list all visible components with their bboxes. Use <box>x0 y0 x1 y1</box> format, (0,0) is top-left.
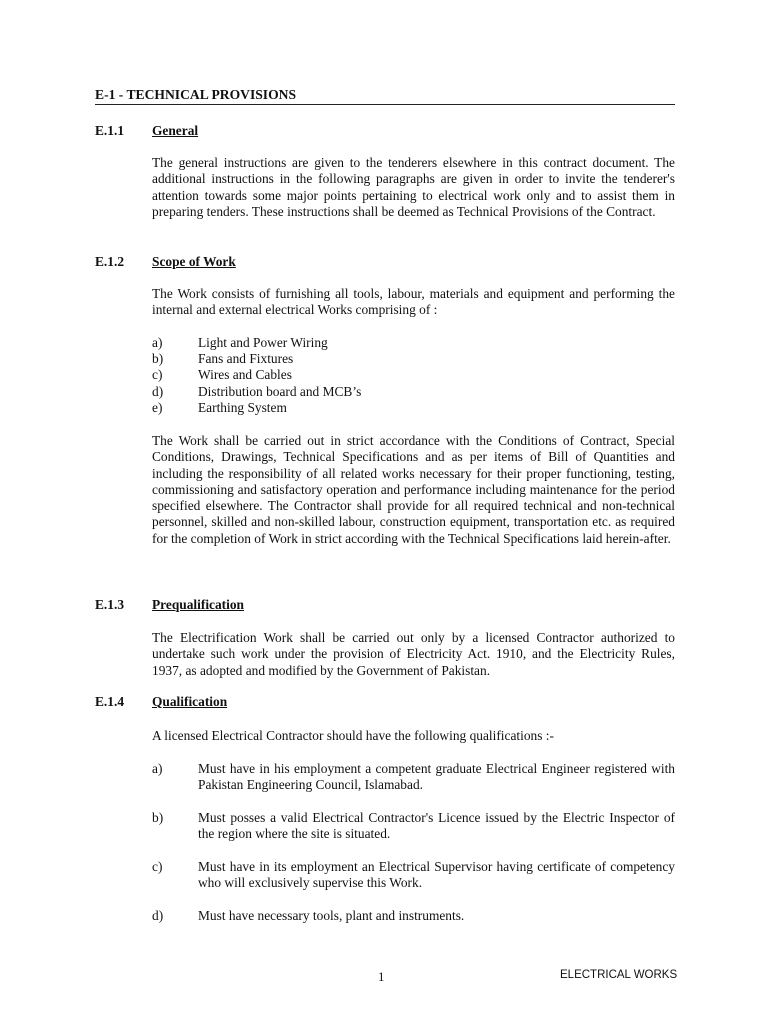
page-number: 1 <box>378 969 385 984</box>
paragraph: A licensed Electrical Contractor should have the following qualifications :- <box>152 728 554 743</box>
section-number: E.1.2 <box>95 254 125 269</box>
list-marker: c) <box>152 859 163 874</box>
section-heading: General <box>152 123 199 138</box>
list-item-text: Fans and Fixtures <box>198 351 294 366</box>
list-item-text: Distribution board and MCB’s <box>198 384 362 399</box>
list-item-text: Must have in its employment an Electrical Supervisor having certificate of competency who will exclusively supervise this Work. <box>198 859 675 891</box>
section-number: E.1.4 <box>95 694 125 709</box>
document-title: E-1 - TECHNICAL PROVISIONS <box>95 87 675 105</box>
list-item-text: Earthing System <box>198 400 287 415</box>
paragraph: The Work shall be carried out in strict accordance with the Conditions of Contract, Special Conditions, Drawings, Technical Specifications and as per items of Bill of Quantities and including the responsibility of all related works necessary for their proper functioning, testing, commissioning and satisfactory operation and performance including maintenance for the period specified elsewhere. The Contractor shall provide for all required technical and non-technical personnel, skilled and non-skilled labour, construction equipment, transportation etc. as required for the completion of Work in strict according with the Technical Specifications laid herein-after. <box>152 433 675 546</box>
section-number: E.1.3 <box>95 597 125 612</box>
list-item-text: Must posses a valid Electrical Contractor's Licence issued by the Electric Inspector of the region where the site is situated. <box>198 810 675 842</box>
list-item-text: Must have necessary tools, plant and instruments. <box>198 908 465 923</box>
list-marker: a) <box>152 761 163 776</box>
list-item-text: Must have in his employment a competent graduate Electrical Engineer registered with Pakistan Engineering Council, Islamabad. <box>198 761 675 793</box>
section-heading: Qualification <box>152 694 228 709</box>
section-heading: Prequalification <box>152 597 244 612</box>
list-marker: d) <box>152 384 164 399</box>
list-marker: a) <box>152 335 163 350</box>
list-marker: b) <box>152 351 164 366</box>
list-marker: c) <box>152 367 163 382</box>
section-number: E.1.1 <box>95 123 125 138</box>
paragraph: The general instructions are given to the tenderers elsewhere in this contract document. The additional instructions in the following paragraphs are given in order to invite the tenderer's attention towards some major points pertaining to electrical work only and to assist them in preparing tenders. These instructions shall be deemed as Technical Provisions of the Contract. <box>152 155 675 219</box>
running-footer-title: ELECTRICAL WORKS <box>560 969 678 981</box>
paragraph: The Work consists of furnishing all tools, labour, materials and equipment and performing the internal and external electrical Works comprising of : <box>152 286 675 318</box>
list-item-text: Wires and Cables <box>198 367 292 382</box>
list-marker: e) <box>152 400 163 415</box>
paragraph: The Electrification Work shall be carried out only by a licensed Contractor authorized to undertake such work under the provision of Electricity Act. 1910, and the Electricity Rules, 1937, as adopted and modified by the Government of Pakistan. <box>152 630 675 678</box>
section-heading: Scope of Work <box>152 254 236 269</box>
list-marker: d) <box>152 908 164 923</box>
list-item-text: Light and Power Wiring <box>198 335 328 350</box>
list-marker: b) <box>152 810 164 825</box>
